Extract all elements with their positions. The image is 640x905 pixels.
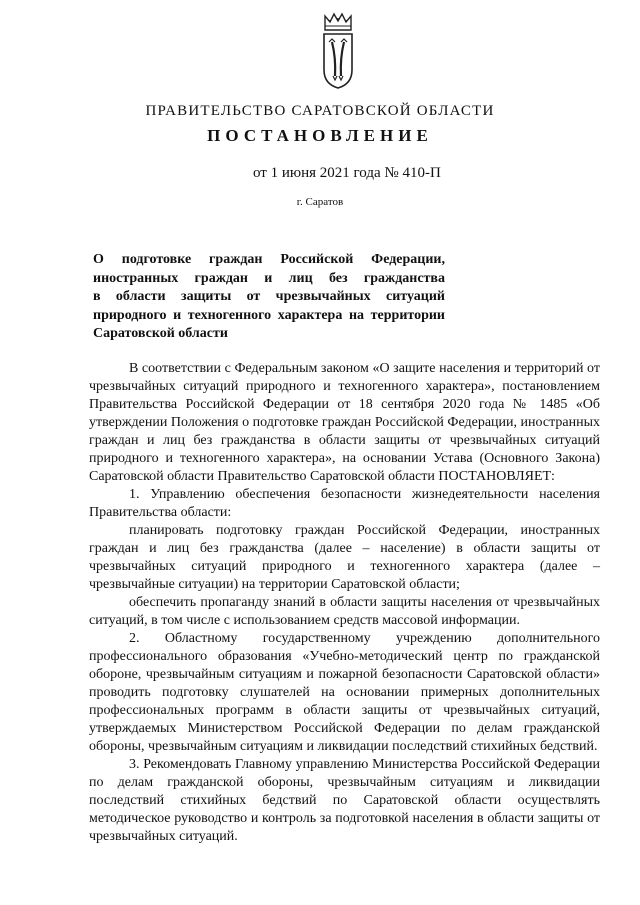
document-type: ПОСТАНОВЛЕНИЕ <box>207 126 433 145</box>
subject-line: О подготовке граждан Российской Федерации, <box>93 252 445 267</box>
subject-line: природного и техногенного характера на территории <box>93 307 445 323</box>
government-name: ПРАВИТЕЛЬСТВО САРАТОВСКОЙ ОБЛАСТИ <box>145 103 495 119</box>
body-paragraph: планировать подготовку граждан Российской Федерации, иностранных граждан и лиц без гражданства (далее – население) в области защиты от чрезвычайных ситуаций природного и техногенного характера (далее – чрезвычайные ситуации) на территории Саратовской области; <box>89 523 600 592</box>
body-paragraph: В соответствии с Федеральным законом «О защите населения и территорий от чрезвычайных ситуаций природного и техногенного характера», постановлением Правительства Российской Федерации от 18 сентября 2020 года № 1485 «Об утверждении Положения о подготовке граждан Российской Федерации, иностранных граждан и лиц без гражданства в области защиты от чрезвычайных ситуаций природного и техногенного характера», на основании Устава (Основного Закона) Саратовской области Правительство Саратовской области ПОСТАНОВЛЯЕТ: <box>89 361 600 484</box>
subject-line: в области защиты от чрезвычайных ситуаций <box>93 289 445 305</box>
document-body <box>89 360 600 846</box>
body-paragraph: 3. Рекомендовать Главному управлению Министерства Российской Федерации по делам гражданской обороны, чрезвычайным ситуациям и ликвидации последствий стихийных бедствий по Саратовской области осуществлять методическое руководство и контроль за подготовкой населения в области защиты от чрезвычайных ситуаций. <box>89 757 600 844</box>
body-paragraph: 2. Областному государственному учреждению дополнительного профессионального образования «Учебно-методический центр по гражданской обороне, чрезвычайным ситуациям и пожарной безопасности Саратовской области» проводить подготовку слушателей на основании примерных дополнительных профессиональных программ в области защиты от чрезвычайных ситуаций, утверждаемых Министерством Российской Федерации по делам гражданской обороны, чрезвычайным ситуациям и ликвидации последствий стихийных бедствий. <box>89 631 600 754</box>
body-paragraph: 1. Управлению обеспечения безопасности жизнедеятельности населения Правительства области: <box>89 487 600 520</box>
document-subject <box>93 251 445 344</box>
coat-of-arms-icon <box>319 12 357 90</box>
subject-line: Саратовской области <box>93 326 228 342</box>
body-paragraph: обеспечить пропаганду знаний в области защиты населения от чрезвычайных ситуаций, в том числе с использованием средств массовой информации. <box>89 595 600 628</box>
subject-line: иностранных граждан и лиц без гражданства <box>93 270 445 286</box>
document-city: г. Саратов <box>296 196 344 208</box>
document-date-number: от 1 июня 2021 года № 410-П <box>253 165 441 181</box>
